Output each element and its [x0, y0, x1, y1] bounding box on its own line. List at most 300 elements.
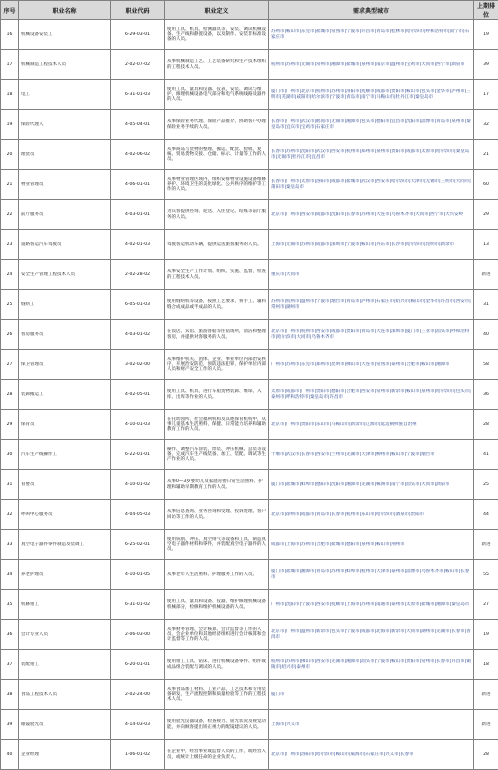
row-code	[111, 380, 165, 410]
row-cities-text: 太原市|成都市|广州市|贵阳市|德阳市|合肥市|西安市|常州市|新余市|鞍山市|泉州市|哈尔滨市|包头市|泰州市|呼和浩特市|秦皇岛市|许昌市	[271, 389, 471, 399]
row-cities	[269, 680, 474, 710]
row-cities	[269, 560, 474, 590]
row-name	[19, 320, 111, 350]
row-cities-text: 苏州市|鞍山市|东莞市|盐城市|常熟市|宁波市|许昌市|青岛市|桂林市|哈尔滨市|呼和浩特市|南宁市|石家庄市	[271, 29, 471, 39]
row-name	[19, 170, 111, 200]
row-name-text: 眼镜验光员	[21, 722, 108, 727]
row-name-text: 机械设备安装工	[21, 32, 108, 37]
table-row	[1, 710, 498, 740]
row-definition-text: 使用工具、机具，进行车船货物装卸、堆垛、入库、出库等作业的人员。	[167, 389, 266, 399]
row-definition-text: 在饭店、宾馆、旅游客船等住宿场所，清洁和整理客房，并提供对客服务的人员。	[167, 329, 266, 339]
row-code	[111, 320, 165, 350]
row-name	[19, 440, 111, 470]
row-name	[19, 110, 111, 140]
table-header-row	[1, 1, 498, 20]
row-rank	[474, 80, 498, 110]
row-seq	[1, 140, 19, 170]
row-cities	[269, 230, 474, 260]
row-seq	[1, 170, 19, 200]
row-seq	[1, 410, 19, 440]
row-seq-text: 20	[3, 152, 16, 157]
row-cities	[269, 200, 474, 230]
row-code	[111, 110, 165, 140]
row-seq	[1, 110, 19, 140]
row-rank	[474, 200, 498, 230]
row-name-text: 前厅服务员	[21, 212, 108, 217]
row-definition	[165, 710, 269, 740]
row-cities-text: 杭州市|苏州市|佛山市|西安市|芜湖市|湘潭市|汕头市|宁波市|鞍山市|贵阳市|常州市|长春市|许昌市|铜陵市|绍兴市|泰州市	[271, 659, 471, 669]
row-cities	[269, 650, 474, 680]
row-cities-text: 北京市|广州市|温州市|新余市|包头市|宁波市|成都市|北海市|新余市|大同市|湖州市|芜湖市|长春市|普洱市	[271, 629, 471, 639]
row-cities	[269, 500, 474, 530]
row-rank-text: 32	[476, 122, 496, 127]
row-cities	[269, 80, 474, 110]
row-definition-text: 从事0—3岁婴幼儿及家庭育婴日常生活照料、护理和辅助早期教育工作的人员。	[167, 479, 266, 489]
row-code	[111, 560, 165, 590]
row-name-text: 养老护理员	[21, 572, 108, 577]
row-seq-text: 26	[3, 332, 16, 337]
table-row	[1, 50, 498, 80]
row-cities-text: 上海市|兴义市	[271, 722, 471, 727]
row-name	[19, 590, 111, 620]
row-name-text: 安全生产管理工程技术人员	[21, 272, 108, 277]
row-rank-text: 58	[476, 362, 496, 367]
row-seq	[1, 470, 19, 500]
row-name-text: 保卫管理员	[21, 362, 108, 367]
row-name	[19, 20, 111, 50]
table-row	[1, 140, 498, 170]
row-seq-text: 35	[3, 602, 16, 607]
row-seq	[1, 260, 19, 290]
row-seq-text: 38	[3, 692, 16, 697]
row-rank	[474, 530, 498, 560]
row-definition	[165, 740, 269, 770]
row-name	[19, 80, 111, 110]
header-cities: 需求典型城市	[269, 1, 474, 20]
row-definition	[165, 620, 269, 650]
row-rank-text: 39	[476, 62, 496, 67]
row-name-text: 汽车生产线操作工	[21, 452, 108, 457]
row-seq	[1, 560, 19, 590]
table-row	[1, 320, 498, 350]
row-rank-text: 17	[476, 92, 496, 97]
row-seq	[1, 680, 19, 710]
row-cities	[269, 260, 474, 290]
row-definition	[165, 350, 269, 380]
row-cities-text: 上海市|无锡市|苏州市|成都市|深圳市|宁波市|鞍山市|丹东市|长沙市|哈尔滨市|昆明市|新余市	[271, 242, 471, 247]
table-row	[1, 350, 498, 380]
row-cities	[269, 470, 474, 500]
row-rank	[474, 710, 498, 740]
row-seq-text: 18	[3, 92, 16, 97]
row-definition-text: 从事老年人生活照料、护理服务工作的人员。	[167, 572, 266, 577]
row-name	[19, 230, 111, 260]
row-name-text: 道路客运汽车驾驶员	[21, 242, 108, 247]
row-definition	[165, 530, 269, 560]
row-code	[111, 50, 165, 80]
row-seq-text: 24	[3, 272, 16, 277]
row-code	[111, 650, 165, 680]
row-rank	[474, 20, 498, 50]
row-definition-text: 使用铣削、冲压、真空排气等设备和工具，制造真空电子器件材料和零件，并装配真空电子器件的人员。	[167, 537, 266, 552]
row-seq-text: 23	[3, 242, 16, 247]
row-definition-text: 使用验光仪器设备，检查视力、屈光状况及视觉功能，并向顾客提出矫正视力的配镜建议的人员。	[167, 719, 266, 729]
row-name	[19, 260, 111, 290]
header-definition: 职业定义	[165, 1, 269, 20]
row-rank-text: 25	[476, 482, 496, 487]
row-code	[111, 500, 165, 530]
row-rank	[474, 650, 498, 680]
row-code-text: 4-04-05-03	[113, 512, 162, 517]
row-rank	[474, 260, 498, 290]
row-name-text: 保险代理人	[21, 122, 108, 127]
row-name-text: 缝纫工	[21, 302, 108, 307]
row-name	[19, 350, 111, 380]
row-rank-text: 28	[476, 752, 496, 757]
row-rank-text: 19	[476, 32, 496, 37]
row-rank	[474, 50, 498, 80]
row-code	[111, 590, 165, 620]
row-rank-text: 新进	[476, 272, 496, 277]
row-code-text: 4-03-01-01	[113, 212, 162, 217]
header-rank: 上期排位	[474, 1, 498, 20]
row-seq	[1, 590, 19, 620]
row-name	[19, 680, 111, 710]
row-seq	[1, 380, 19, 410]
row-code-text: 4-06-01-01	[113, 182, 162, 187]
row-definition-text: 在托幼园所、社会福利机构及其他保育机构中，从事儿童基本生活照料，保健、日常能力培养和辅助教育工作的人员。	[167, 417, 266, 432]
row-cities-text: 厦门市|盐城市|湘潭市|青岛市|苏州市|蚌埠市|杭州市|天津市|泰州市|淄博市|乌鲁木齐市|鞍山市|长春市	[271, 569, 471, 579]
row-seq-text: 32	[3, 512, 16, 517]
row-definition-text: 从事商品与货物的整理、搬运、配货、验收、复核、贸易货物交接、仓储、标示、计量等工作的人员。	[167, 147, 266, 162]
row-cities-text: 十堰市|武汉市|长春市|西安市|兰州市|芜湖市|天津市|柳州市|鞍山市|宁波市|烟台市	[271, 452, 471, 457]
row-cities-text: 北京市|广州市|杭州市|西安市|成都市|贵阳市|青岛市|大连市|深圳市|厦门市|三亚市|汕头市|呼和浩特市|哈尔滨市|大同市|乌鲁木齐市	[271, 329, 471, 339]
row-code-text: 6-31-01-03	[113, 92, 162, 97]
row-definition	[165, 590, 269, 620]
row-definition	[165, 170, 269, 200]
row-cities	[269, 530, 474, 560]
row-rank-text: 60	[476, 182, 496, 187]
row-code-text: 4-10-01-02	[113, 482, 162, 487]
table-row	[1, 260, 498, 290]
row-rank	[474, 290, 498, 320]
row-definition-text: 从事安全生产工作计划、组织、实施、监督，检查的工程技术人员。	[167, 269, 266, 279]
row-seq-text: 21	[3, 182, 16, 187]
row-seq	[1, 350, 19, 380]
row-code	[111, 20, 165, 50]
row-cities	[269, 140, 474, 170]
row-definition	[165, 650, 269, 680]
row-name-text: 物业管理员	[21, 182, 108, 187]
row-definition	[165, 50, 269, 80]
row-definition-text: 使用工具、量具和设备、仪器，维护修理机械设备机械部分，检修和维护机械设备的人员。	[167, 599, 266, 609]
row-code	[111, 170, 165, 200]
table-row	[1, 80, 498, 110]
row-code	[111, 350, 165, 380]
table-row	[1, 740, 498, 770]
table-row	[1, 500, 498, 530]
row-cities	[269, 290, 474, 320]
row-definition-text: 使用缝纫机等设备，按照工艺要求，将手工、辅料缝合成成品或半成品的人员。	[167, 299, 266, 309]
row-name	[19, 530, 111, 560]
row-definition-text: 操作、调整汽车涂装、焊装、冲压机械、总装等设备，完成汽车生产线装备、加工、装配、调试等生产作业的人员。	[167, 447, 266, 462]
row-definition	[165, 500, 269, 530]
row-definition	[165, 320, 269, 350]
row-seq-text: 19	[3, 122, 16, 127]
row-code	[111, 80, 165, 110]
row-rank-text: 31	[476, 302, 496, 307]
row-cities-text: 长春市|广州市|武汉市|鹤岗市|无锡市|湘潭市|包头市|德阳市|宜昌市|沈阳市|淄博市|青岛市|泉州市|秦皇岛市|宜宾市|宝鸡市|石家庄市	[271, 119, 471, 129]
row-name-text: 育婴员	[21, 482, 108, 487]
row-definition-text: 从事保险业务代理、保险产品推介、协助客户办理保险业务手续的人员。	[167, 119, 266, 129]
row-cities	[269, 410, 474, 440]
row-seq	[1, 710, 19, 740]
row-seq-text: 17	[3, 62, 16, 67]
row-code	[111, 710, 165, 740]
row-seq	[1, 200, 19, 230]
row-cities-text: 厦门市	[271, 692, 471, 697]
row-definition-text: 从事物业管理区域内，组织安排物业设施设备维修养护、环境卫生的美化绿化、公共秩序的维护等工作的人员。	[167, 177, 266, 192]
row-rank	[474, 170, 498, 200]
row-code	[111, 680, 165, 710]
row-name	[19, 650, 111, 680]
row-rank	[474, 110, 498, 140]
row-seq-text: 34	[3, 572, 16, 577]
table-row	[1, 200, 498, 230]
row-cities-text: 苏州市|杭州市|温州市|宁波市|烟台市|青岛市|泸州市|石家庄市|绍兴市|鞍山市|金华市|许昌市|西安市|常州市|湖州市	[271, 299, 471, 309]
row-name-text: 理货员	[21, 152, 108, 157]
row-cities-text: 长春市|广州市|太原市|洛阳市|成都市|盐城市|武汉市|西安市|哈尔滨市|天津市|无锡市|三明市|大同市|莆田市|秦皇岛市	[271, 179, 471, 189]
table-row	[1, 560, 498, 590]
row-rank	[474, 230, 498, 260]
row-seq	[1, 740, 19, 770]
row-code-text: 6-05-01-03	[113, 302, 162, 307]
row-rank-text: 41	[476, 452, 496, 457]
row-cities-text: 北京市|广州市|洛阳市|哈尔滨市|鞍山市|威海市|石家庄市|兴义市|长春市	[271, 752, 471, 757]
row-code-text: 2-06-03-00	[113, 632, 162, 637]
row-name-text: 会计专业人员	[21, 632, 108, 637]
row-seq	[1, 530, 19, 560]
table-row	[1, 380, 498, 410]
row-definition	[165, 140, 269, 170]
row-definition-text: 驾驶客运机动车辆，提供运送旅客服务的人员。	[167, 242, 266, 247]
row-seq-text: 22	[3, 212, 16, 217]
row-definition-text: 从事信息查询、业务咨询和受理、投诉处理、客户回访等工作的人员。	[167, 509, 266, 519]
row-definition	[165, 200, 269, 230]
row-rank	[474, 350, 498, 380]
row-definition	[165, 680, 269, 710]
table-row	[1, 230, 498, 260]
row-cities-text: 杭州市|苏州市|无锡市|常州市|湘潭市|盐城市|泉州市|南京市|温州市|宝鸡市|大同市|西宁市|酒泉市	[271, 62, 471, 67]
row-name-text: 电工	[21, 92, 108, 97]
row-name-text: 机械制造工程技术人员	[21, 62, 108, 67]
row-rank-text: 55	[476, 572, 496, 577]
row-code-text: 4-03-01-02	[113, 332, 162, 337]
row-seq-text: 16	[3, 32, 16, 37]
row-name-text: 装卸搬运工	[21, 392, 108, 397]
row-code	[111, 290, 165, 320]
row-cities-text: 广州市|苏州市|东莞市|郑州市|昆明市|佛山市|大连市|常熟市|泰州市|合肥市|鞍山市|湘潭市	[271, 362, 471, 367]
row-code	[111, 740, 165, 770]
table-row	[1, 590, 498, 620]
row-cities	[269, 50, 474, 80]
row-seq-text: 31	[3, 482, 16, 487]
row-code-text: 4-02-06-02	[113, 152, 162, 157]
row-seq-text: 25	[3, 302, 16, 307]
row-code-text: 1-06-01-02	[113, 752, 162, 757]
row-cities	[269, 590, 474, 620]
row-seq-text: 30	[3, 452, 16, 457]
row-rank-text: 13	[476, 242, 496, 247]
row-seq	[1, 620, 19, 650]
row-definition-text: 使用工具、量具和仪器、仪表，安装、调试与维护、修理机械设备电气部分和电气系统线路及器件的人员。	[167, 87, 266, 102]
row-name	[19, 740, 111, 770]
row-rank	[474, 680, 498, 710]
row-cities	[269, 710, 474, 740]
row-definition-text: 从事维护机关、团体、企业、事业单位内部治安秩序，开展治安防范，预防违法犯罪，保护单位内部人员和财产安全工作的人员。	[167, 357, 266, 372]
row-cities	[269, 620, 474, 650]
header-code: 职业代码	[111, 1, 165, 20]
row-cities-text: 成都市|上海市|苏州市|合肥市|盐城市|德阳市|泉州市|鞍山市|荆州市	[271, 542, 471, 547]
row-definition	[165, 410, 269, 440]
row-cities-text: 北京市|广州市|西安市|成都市|沈阳市|长春市|苏州市|大连市|乌鲁木齐市|大同市|西宁市|大兴安岭	[271, 212, 471, 217]
row-code	[111, 260, 165, 290]
row-definition	[165, 560, 269, 590]
row-cities-text: 广州市|沈阳市|宁波市|西安市|抚顺市|上海市|苏州市|南通市|泰州市|太原市|盐城市|湘潭市|秦皇岛市	[271, 602, 471, 607]
table-row	[1, 440, 498, 470]
row-definition-text: 从事机械制造工艺、工艺装备研究和生产技术组织的工程技术人员。	[167, 59, 266, 69]
row-rank	[474, 320, 498, 350]
table-row	[1, 680, 498, 710]
row-definition	[165, 230, 269, 260]
row-code-text: 4-10-01-03	[113, 422, 162, 427]
row-cities	[269, 740, 474, 770]
row-name-text: 装配钳工	[21, 662, 108, 667]
row-code	[111, 470, 165, 500]
row-code	[111, 620, 165, 650]
row-definition-text: 使用钳工工具、钻床，进行机械设备零件、组件或成品组合装配与调试的人员。	[167, 659, 266, 669]
row-definition	[165, 80, 269, 110]
row-cities	[269, 440, 474, 470]
row-seq	[1, 230, 19, 260]
header-name: 职业名称	[19, 1, 111, 20]
row-rank	[474, 740, 498, 770]
row-seq	[1, 500, 19, 530]
row-rank-text: 21	[476, 152, 496, 157]
row-code-text: 4-14-03-03	[113, 722, 162, 727]
row-name-text: 客房服务员	[21, 332, 108, 337]
row-code	[111, 230, 165, 260]
row-seq-text: 33	[3, 542, 16, 547]
row-seq	[1, 440, 19, 470]
row-code-text: 4-10-01-05	[113, 572, 162, 577]
row-code-text: 3-02-02-00	[113, 362, 162, 367]
row-rank	[474, 140, 498, 170]
row-code-text: 4-02-05-01	[113, 392, 162, 397]
row-rank-text: 新进	[476, 542, 496, 547]
row-rank-text: 18	[476, 662, 496, 667]
row-code-text: 6-31-01-02	[113, 602, 162, 607]
row-cities-text: 厦门市|盐城市|蚌埠市|德阳市|沈阳市|湘潭市|芜湖市|株洲市|南宁市|汕头市|大同市|酒泉市	[271, 482, 471, 487]
row-name	[19, 470, 111, 500]
row-rank	[474, 590, 498, 620]
row-definition-text: 从事财务管理、会计核算、会计监督等工作的人员，会企业单位和其他经济组织进行会计核算和会计监督等工作的人员。	[167, 627, 266, 642]
row-code	[111, 410, 165, 440]
row-seq	[1, 320, 19, 350]
row-rank	[474, 380, 498, 410]
row-rank	[474, 440, 498, 470]
row-rank-text: 29	[476, 212, 496, 217]
row-code-text: 6-29-03-01	[113, 32, 162, 37]
row-definition-text: 使用工具、机具、检测器具等，安装、调试机械设备、生产线和静置设备，以及制作、安装非标准设备的人员。	[167, 27, 266, 42]
row-name-text: 真空电子器件零件制造及装调工	[21, 542, 108, 547]
row-rank-text: 27	[476, 602, 496, 607]
row-rank	[474, 410, 498, 440]
row-cities-text: 北京市|徐州市|成都市|青岛市|长春市|杭州市|乐山市|哈尔滨市|酒泉市|贵阳市	[271, 512, 471, 517]
row-name	[19, 50, 111, 80]
row-code	[111, 530, 165, 560]
table-body	[1, 20, 498, 770]
row-seq-text: 28	[3, 392, 16, 397]
table-row	[1, 170, 498, 200]
row-seq	[1, 20, 19, 50]
row-name-text: 企业经理	[21, 752, 108, 757]
row-cities	[269, 350, 474, 380]
row-seq	[1, 50, 19, 80]
row-cities	[269, 20, 474, 50]
row-rank-text: 新进	[476, 722, 496, 727]
row-code-text: 4-02-01-03	[113, 242, 162, 247]
row-seq-text: 36	[3, 632, 16, 637]
row-cities-text: 厦门市|广州市|北京市|杭州市|苏州市|洛阳市|抚顺市|成都市|贵阳市|鞍山市|包头市|金华市|泸州市|三明市|芜湖市|咸阳市|哈尔滨市|宁波市|青岛市|南宁市|马鞍山市|牡丹江市|秦皇岛市	[271, 89, 471, 99]
row-seq-text: 39	[3, 722, 16, 727]
row-name-text: 机修钳工	[21, 602, 108, 607]
row-cities	[269, 170, 474, 200]
row-seq-text: 27	[3, 362, 16, 367]
row-name	[19, 710, 111, 740]
table-row	[1, 290, 498, 320]
row-name	[19, 380, 111, 410]
row-seq	[1, 650, 19, 680]
table-row	[1, 410, 498, 440]
row-rank	[474, 500, 498, 530]
row-cities-text: 重庆市|大同市	[271, 272, 471, 277]
row-rank-text: 28	[476, 422, 496, 427]
row-rank-text: 新进	[476, 692, 496, 697]
row-seq	[1, 290, 19, 320]
row-seq-text: 37	[3, 662, 16, 667]
row-seq	[1, 80, 19, 110]
row-code-text: 2-02-28-02	[113, 272, 162, 277]
row-code-text: 6-20-01-01	[113, 662, 162, 667]
row-definition-text: 在企业中，经营事业或监督人员的工作，或经营人员，或统计上级任命的企业负责人。	[167, 749, 266, 759]
table-row	[1, 530, 498, 560]
row-definition-text: 为宾客提供咨询、迎送、入住登记、结账等前厅服务的人员。	[167, 209, 266, 219]
row-name	[19, 290, 111, 320]
row-name	[19, 410, 111, 440]
row-code-text: 6-22-01-01	[113, 452, 162, 457]
row-code	[111, 140, 165, 170]
row-seq-text: 40	[3, 752, 16, 757]
row-code	[111, 440, 165, 470]
row-definition	[165, 110, 269, 140]
row-name	[19, 500, 111, 530]
row-cities	[269, 320, 474, 350]
row-cities	[269, 110, 474, 140]
row-code	[111, 200, 165, 230]
row-name-text: 呼叫中心服务员	[21, 512, 108, 517]
row-cities-text: 北京市|广州市|贵阳市|乐山市|马鞍山市|新余市|辽源市|延边朝鲜族自治州	[271, 422, 471, 427]
